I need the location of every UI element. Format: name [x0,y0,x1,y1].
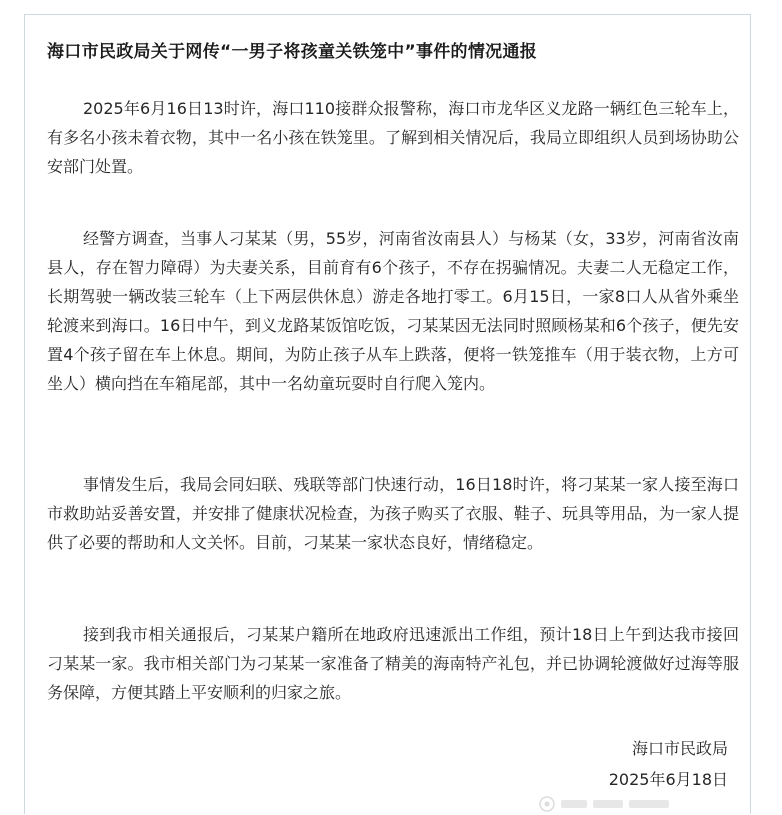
notice-title: 海口市民政局关于网传“一男子将孩童关铁笼中”事件的情况通报 [47,42,538,62]
watermark-logo-icon [537,793,677,815]
notice-paragraph-2: 经警方调查，当事人刁某某（男，55岁，河南省汝南县人）与杨某（女，33岁，河南省汝南县人，存在智力障碍）为夫妻关系，目前育有6个孩子，不存在拐骗情况。夫妻二人无稳定工作，长期驾驶一辆改装三轮车（上下两层供休息）游走各地打零工。6月15日，一家8口人从省外乘坐轮渡来到海口。16日中午，到义龙路某饭馆吃饭，刁某某因无法同时照顾杨某和6个孩子，便先安置4个孩子留在车上休息。期间，为防止孩子从车上跌落，便将一铁笼推车（用于装衣物，上方可坐人）横向挡在车箱尾部，其中一名幼童玩耍时自行爬入笼内。 [47,229,739,393]
signature-date: 2025年6月18日 [608,770,728,789]
notice-paragraph-1: 2025年6月16日13时许，海口110接群众报警称，海口市龙华区义龙路一辆红色三轮车上，有多名小孩未着衣物，其中一名小孩在铁笼里。了解到相关情况后，我局立即组织人员到场协助公安部门处置。 [47,99,739,176]
notice-document [24,14,751,814]
notice-paragraph-4: 接到我市相关通报后，刁某某户籍所在地政府迅速派出工作组，预计18日上午到达我市接回刁某某一家。我市相关部门为刁某某一家准备了精美的海南特产礼包，并已协调轮渡做好过海等服务保障，方便其踏上平安顺利的归家之旅。 [47,625,739,702]
notice-paragraph-3: 事情发生后，我局会同妇联、残联等部门快速行动，16日18时许，将刁某某一家人接至海口市救助站妥善安置，并安排了健康状况检查，为孩子购买了衣服、鞋子、玩具等用品，为一家人提供了必要的帮助和人文关怀。目前，刁某某一家状态良好，情绪稳定。 [47,475,739,552]
signature-organization: 海口市民政局 [631,739,728,758]
